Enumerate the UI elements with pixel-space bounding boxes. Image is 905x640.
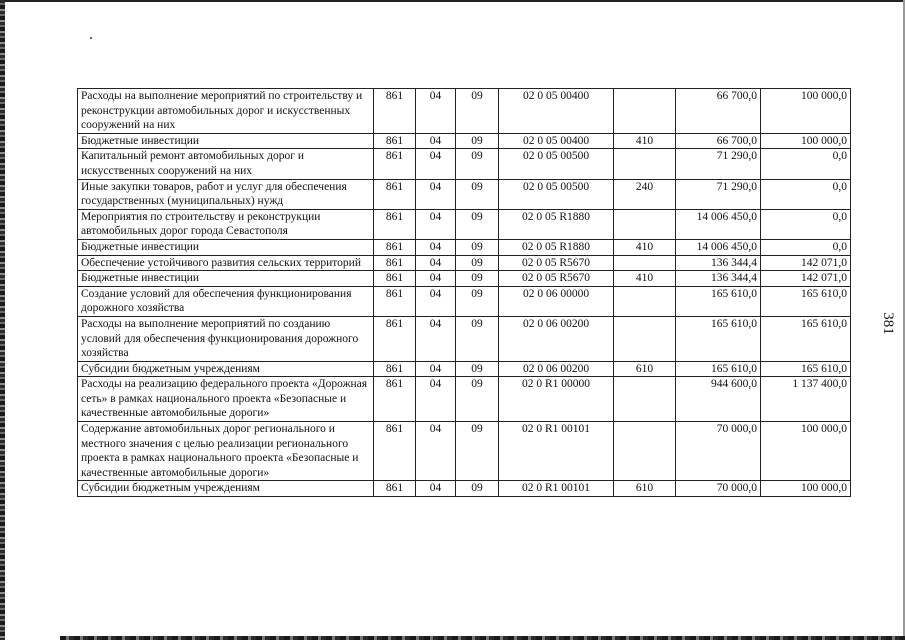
target-article-cell: 02 0 R1 00101	[499, 481, 614, 497]
table-row	[78, 422, 851, 481]
section-code-cell: 04	[416, 179, 456, 209]
scan-border-top	[0, 0, 905, 2]
table-row	[78, 377, 851, 422]
section-code-cell: 04	[416, 209, 456, 239]
ministry-code-cell: 861	[374, 179, 416, 209]
section-code-cell: 04	[416, 422, 456, 481]
target-article-cell: 02 0 06 00200	[499, 361, 614, 377]
target-article-cell: 02 0 05 R1880	[499, 239, 614, 255]
amount-year1-cell: 165 610,0	[676, 361, 761, 377]
amount-year2-cell: 165 610,0	[761, 316, 851, 361]
expense-type-cell	[614, 209, 676, 239]
page-number: 381	[879, 312, 896, 335]
row-name-cell: Содержание автомобильных дорог регионального и местного значения с целью реализации регионального проекта в рамках национального проекта «Безопасные и качественные автомобильные дороги»	[78, 422, 374, 481]
target-article-cell: 02 0 05 00500	[499, 179, 614, 209]
amount-year2-cell: 100 000,0	[761, 481, 851, 497]
amount-year2-cell: 165 610,0	[761, 286, 851, 316]
amount-year2-cell: 0,0	[761, 209, 851, 239]
expense-type-cell	[614, 89, 676, 134]
section-code-cell: 04	[416, 89, 456, 134]
table-row	[78, 179, 851, 209]
table-row	[78, 271, 851, 287]
target-article-cell: 02 0 06 00200	[499, 316, 614, 361]
table-row	[78, 286, 851, 316]
amount-year1-cell: 136 344,4	[676, 255, 761, 271]
table-row	[78, 255, 851, 271]
row-name-cell: Капитальный ремонт автомобильных дорог и искусственных сооружений на них	[78, 149, 374, 179]
amount-year1-cell: 14 006 450,0	[676, 209, 761, 239]
expense-type-cell: 410	[614, 239, 676, 255]
expense-type-cell	[614, 316, 676, 361]
amount-year2-cell: 165 610,0	[761, 361, 851, 377]
amount-year2-cell: 0,0	[761, 239, 851, 255]
subsection-code-cell: 09	[456, 179, 499, 209]
subsection-code-cell: 09	[456, 89, 499, 134]
subsection-code-cell: 09	[456, 149, 499, 179]
row-name-cell: Расходы на выполнение мероприятий по созданию условий для обеспечения функционирования дорожного хозяйства	[78, 316, 374, 361]
section-code-cell: 04	[416, 316, 456, 361]
target-article-cell: 02 0 05 00400	[499, 133, 614, 149]
table-row	[78, 133, 851, 149]
row-name-cell: Субсидии бюджетным учреждениям	[78, 481, 374, 497]
target-article-cell: 02 0 05 R1880	[499, 209, 614, 239]
row-name-cell: Расходы на выполнение мероприятий по строительству и реконструкции автомобильных дорог и искусственных сооружений на них	[78, 89, 374, 134]
ministry-code-cell: 861	[374, 286, 416, 316]
amount-year2-cell: 100 000,0	[761, 89, 851, 134]
amount-year1-cell: 70 000,0	[676, 422, 761, 481]
expense-type-cell: 610	[614, 361, 676, 377]
subsection-code-cell: 09	[456, 271, 499, 287]
row-name-cell: Бюджетные инвестиции	[78, 133, 374, 149]
table-row	[78, 149, 851, 179]
subsection-code-cell: 09	[456, 255, 499, 271]
target-article-cell: 02 0 05 R5670	[499, 271, 614, 287]
ministry-code-cell: 861	[374, 271, 416, 287]
expense-type-cell	[614, 422, 676, 481]
section-code-cell: 04	[416, 361, 456, 377]
amount-year1-cell: 14 006 450,0	[676, 239, 761, 255]
amount-year2-cell: 142 071,0	[761, 271, 851, 287]
amount-year2-cell: 100 000,0	[761, 133, 851, 149]
subsection-code-cell: 09	[456, 361, 499, 377]
subsection-code-cell: 09	[456, 377, 499, 422]
section-code-cell: 04	[416, 286, 456, 316]
section-code-cell: 04	[416, 149, 456, 179]
amount-year2-cell: 0,0	[761, 149, 851, 179]
subsection-code-cell: 09	[456, 286, 499, 316]
target-article-cell: 02 0 06 00000	[499, 286, 614, 316]
budget-table	[77, 88, 851, 497]
section-code-cell: 04	[416, 133, 456, 149]
target-article-cell: 02 0 R1 00101	[499, 422, 614, 481]
expense-type-cell	[614, 149, 676, 179]
amount-year1-cell: 71 290,0	[676, 179, 761, 209]
amount-year2-cell: 100 000,0	[761, 422, 851, 481]
ministry-code-cell: 861	[374, 149, 416, 179]
amount-year1-cell: 165 610,0	[676, 316, 761, 361]
amount-year1-cell: 70 000,0	[676, 481, 761, 497]
amount-year1-cell: 66 700,0	[676, 133, 761, 149]
target-article-cell: 02 0 05 00500	[499, 149, 614, 179]
amount-year2-cell: 0,0	[761, 179, 851, 209]
expense-type-cell: 410	[614, 133, 676, 149]
scan-border-left	[0, 0, 5, 640]
ministry-code-cell: 861	[374, 316, 416, 361]
subsection-code-cell: 09	[456, 209, 499, 239]
subsection-code-cell: 09	[456, 239, 499, 255]
expense-type-cell	[614, 286, 676, 316]
ministry-code-cell: 861	[374, 133, 416, 149]
row-name-cell: Расходы на реализацию федерального проекта «Дорожная сеть» в рамках национального проекта «Безопасные и качественные автомобильные дороги»	[78, 377, 374, 422]
row-name-cell: Создание условий для обеспечения функционирования дорожного хозяйства	[78, 286, 374, 316]
section-code-cell: 04	[416, 481, 456, 497]
scan-border-bottom	[60, 636, 905, 640]
row-name-cell: Мероприятия по строительству и реконструкции автомобильных дорог города Севастополя	[78, 209, 374, 239]
section-code-cell: 04	[416, 377, 456, 422]
ministry-code-cell: 861	[374, 239, 416, 255]
row-name-cell: Обеспечение устойчивого развития сельских территорий	[78, 255, 374, 271]
ministry-code-cell: 861	[374, 89, 416, 134]
amount-year1-cell: 66 700,0	[676, 89, 761, 134]
amount-year2-cell: 1 137 400,0	[761, 377, 851, 422]
table-row	[78, 316, 851, 361]
ministry-code-cell: 861	[374, 422, 416, 481]
scan-speck	[90, 37, 92, 39]
subsection-code-cell: 09	[456, 422, 499, 481]
subsection-code-cell: 09	[456, 133, 499, 149]
expense-type-cell: 240	[614, 179, 676, 209]
ministry-code-cell: 861	[374, 481, 416, 497]
amount-year1-cell: 136 344,4	[676, 271, 761, 287]
expense-type-cell	[614, 255, 676, 271]
expense-type-cell	[614, 377, 676, 422]
ministry-code-cell: 861	[374, 377, 416, 422]
table-row	[78, 481, 851, 497]
amount-year1-cell: 944 600,0	[676, 377, 761, 422]
ministry-code-cell: 861	[374, 255, 416, 271]
section-code-cell: 04	[416, 255, 456, 271]
ministry-code-cell: 861	[374, 361, 416, 377]
subsection-code-cell: 09	[456, 316, 499, 361]
target-article-cell: 02 0 R1 00000	[499, 377, 614, 422]
amount-year2-cell: 142 071,0	[761, 255, 851, 271]
section-code-cell: 04	[416, 271, 456, 287]
table-row	[78, 209, 851, 239]
target-article-cell: 02 0 05 00400	[499, 89, 614, 134]
ministry-code-cell: 861	[374, 209, 416, 239]
row-name-cell: Иные закупки товаров, работ и услуг для обеспечения государственных (муниципальных) нужд	[78, 179, 374, 209]
expense-type-cell: 610	[614, 481, 676, 497]
table-row	[78, 239, 851, 255]
row-name-cell: Бюджетные инвестиции	[78, 239, 374, 255]
target-article-cell: 02 0 05 R5670	[499, 255, 614, 271]
table-row	[78, 89, 851, 134]
section-code-cell: 04	[416, 239, 456, 255]
amount-year1-cell: 71 290,0	[676, 149, 761, 179]
expense-type-cell: 410	[614, 271, 676, 287]
amount-year1-cell: 165 610,0	[676, 286, 761, 316]
table-row	[78, 361, 851, 377]
subsection-code-cell: 09	[456, 481, 499, 497]
row-name-cell: Бюджетные инвестиции	[78, 271, 374, 287]
row-name-cell: Субсидии бюджетным учреждениям	[78, 361, 374, 377]
